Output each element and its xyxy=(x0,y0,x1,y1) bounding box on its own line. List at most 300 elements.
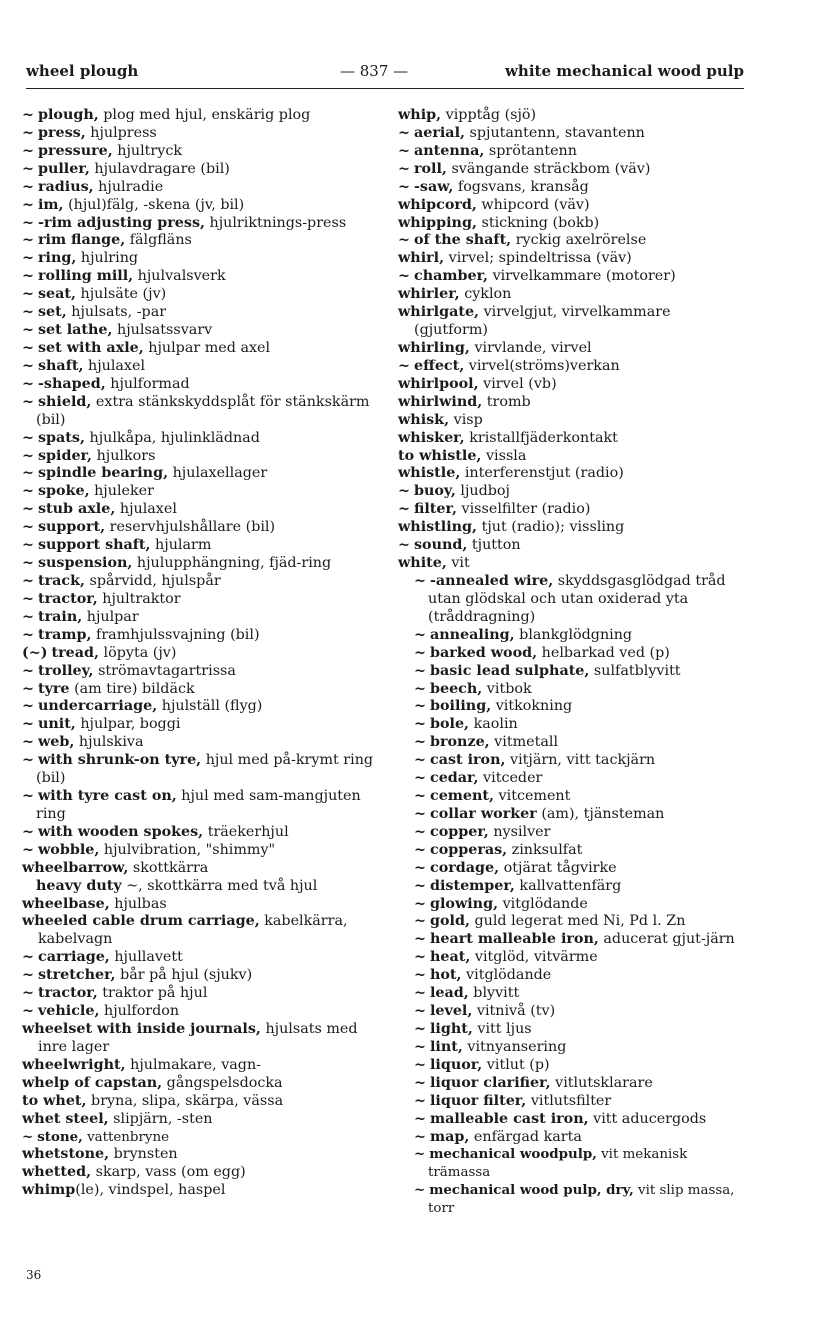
entry-headword: whisk, xyxy=(398,411,450,428)
entry-translation: vitnyansering xyxy=(462,1038,567,1055)
entry-translation: hjulaxellager xyxy=(168,465,268,482)
entry-translation: hjulvibration, "shimmy" xyxy=(99,841,276,858)
dictionary-entry xyxy=(398,860,748,878)
entry-translation: gångspelsdocka xyxy=(162,1074,283,1091)
dictionary-entry xyxy=(398,465,748,483)
entry-translation: hjulmakare, vagn- xyxy=(125,1056,261,1073)
entry-headword: unit, xyxy=(37,716,76,733)
tilde-icon: ~ xyxy=(414,662,426,679)
entry-headword: liquor, xyxy=(429,1056,483,1073)
entry-translation: hjul med på-krymt ring (bil) xyxy=(36,752,374,787)
tilde-icon: ~ xyxy=(414,931,426,948)
entry-translation: enfärgad karta xyxy=(469,1128,582,1145)
tilde-icon: ~ xyxy=(398,357,410,374)
dictionary-entry xyxy=(398,286,748,304)
dictionary-entry xyxy=(398,430,748,448)
footer-signature: 36 xyxy=(26,1268,42,1282)
dictionary-entry xyxy=(398,949,748,967)
entry-headword: suspension, xyxy=(37,555,133,572)
dictionary-entry xyxy=(22,967,374,985)
dictionary-entry xyxy=(398,752,748,770)
tilde-icon: ~ xyxy=(22,142,34,159)
dictionary-entry xyxy=(22,161,374,179)
dictionary-entry xyxy=(398,304,748,340)
dictionary-entry xyxy=(22,627,374,645)
dictionary-entry xyxy=(22,949,374,967)
tilde-icon: ~ xyxy=(414,644,426,661)
entry-translation: (am tire) bildäck xyxy=(69,680,195,697)
entry-translation: hjulpar med axel xyxy=(143,339,271,356)
entry-translation: visp xyxy=(449,411,483,428)
tilde-icon: ~ xyxy=(398,124,410,141)
dictionary-entry xyxy=(22,286,374,304)
entry-translation: guld legerat med Ni, Pd l. Zn xyxy=(469,913,686,930)
entry-translation: hjulkors xyxy=(92,447,156,464)
tilde-icon: ~ xyxy=(22,214,34,231)
entry-headword: whimp xyxy=(22,1182,76,1199)
entry-headword: seat, xyxy=(37,286,76,303)
entry-headword: white, xyxy=(398,555,447,572)
dictionary-entry xyxy=(22,681,374,699)
entry-headword: vehicle, xyxy=(37,1003,100,1020)
entry-headword: puller, xyxy=(37,160,90,177)
entry-headword: filter, xyxy=(413,501,457,518)
entry-translation: vitglöd, vitvärme xyxy=(470,949,598,966)
tilde-icon: ~ xyxy=(22,375,34,392)
entry-translation: träekerhjul xyxy=(203,823,289,840)
tilde-icon: ~ xyxy=(414,823,426,840)
entry-translation: bår på hjul (sjukv) xyxy=(115,967,253,984)
entry-translation: hjultryck xyxy=(112,142,183,159)
entry-translation: visselfilter (radio) xyxy=(456,501,591,518)
entry-headword: whirlwind, xyxy=(398,393,483,410)
dictionary-entry xyxy=(22,125,374,143)
tilde-icon: ~ xyxy=(414,1110,426,1127)
entry-headword: lead, xyxy=(429,985,469,1002)
entry-headword: track, xyxy=(37,572,85,589)
entry-translation: vit xyxy=(446,555,470,572)
entry-translation: hjul med sam-mangjuten ring xyxy=(36,788,361,822)
entry-headword: web, xyxy=(37,734,75,751)
entry-headword: liquor filter, xyxy=(429,1092,527,1109)
entry-translation: hjulvalsverk xyxy=(133,268,226,285)
entry-translation: hjulriktnings-press xyxy=(204,214,347,231)
entry-headword: of the shaft, xyxy=(413,232,512,249)
entry-headword: heat, xyxy=(429,949,471,966)
entry-translation: hjulaxel xyxy=(83,357,146,374)
entry-translation: svängande sträckbom (väv) xyxy=(446,160,651,177)
dictionary-entry xyxy=(398,806,748,824)
entry-headword: spindle bearing, xyxy=(37,465,169,482)
tilde-icon: ~ xyxy=(414,698,426,715)
dictionary-entry xyxy=(22,483,374,501)
entry-translation: vitt ljus xyxy=(472,1021,532,1038)
entry-translation: vitnivå (tv) xyxy=(472,1003,556,1020)
entry-translation: strömavtagartrissa xyxy=(93,662,236,679)
entry-translation: aducerat gjut-järn xyxy=(598,931,735,948)
running-head-left: wheel plough xyxy=(26,62,139,80)
tilde-icon: ~ xyxy=(414,967,426,984)
entry-translation: hjuleker xyxy=(89,483,154,500)
entry-translation: hjulring xyxy=(76,250,139,267)
tilde-icon: ~ xyxy=(22,662,34,679)
entry-translation: hjulaxel xyxy=(115,501,177,518)
entry-headword: to whet, xyxy=(22,1092,87,1109)
entry-headword: plough, xyxy=(37,107,99,123)
entry-headword: distemper, xyxy=(429,877,515,894)
tilde-icon: ~ xyxy=(22,698,34,715)
entry-headword: whetstone, xyxy=(22,1146,110,1163)
dictionary-entry xyxy=(22,663,374,681)
tilde-icon: ~ xyxy=(414,895,426,912)
entry-translation: vitbok xyxy=(482,680,532,697)
entry-translation: interferenstjut (radio) xyxy=(460,465,624,482)
entry-headword: whipcord, xyxy=(398,196,477,213)
entry-headword: whetted, xyxy=(22,1164,92,1181)
dictionary-entry xyxy=(398,931,748,949)
entry-translation: nysilver xyxy=(488,823,551,840)
entry-headword: press, xyxy=(37,124,86,141)
dictionary-entry xyxy=(22,1075,374,1093)
entry-headword: -shaped, xyxy=(37,375,106,392)
entry-headword: spats, xyxy=(37,429,85,446)
entry-translation: sulfatblyvitt xyxy=(589,662,681,679)
entry-translation: vit slip massa, torr xyxy=(428,1183,735,1217)
entry-headword: chamber, xyxy=(413,268,489,285)
dictionary-entry xyxy=(398,842,748,860)
running-head-right: white mechanical wood pulp xyxy=(505,62,744,80)
entry-translation: vitglödande xyxy=(461,967,552,984)
dictionary-entry xyxy=(398,1129,748,1147)
dictionary-entry xyxy=(22,358,374,376)
dictionary-entry xyxy=(398,232,748,250)
entry-headword: malleable cast iron, xyxy=(429,1110,589,1127)
entry-headword: whirling, xyxy=(398,339,470,356)
dictionary-entry xyxy=(398,394,748,412)
dictionary-entry xyxy=(22,1057,374,1075)
dictionary-entry xyxy=(398,197,748,215)
dictionary-entry xyxy=(398,250,748,268)
entry-headword: antenna, xyxy=(413,142,485,159)
entry-headword: cordage, xyxy=(429,859,500,876)
entry-headword: support shaft, xyxy=(37,537,151,554)
entry-translation: kaolin xyxy=(469,716,518,733)
dictionary-entry xyxy=(398,663,748,681)
tilde-icon: ~ xyxy=(398,268,410,285)
entry-translation: spårvidd, hjulspår xyxy=(84,572,221,589)
dictionary-entry xyxy=(398,1146,748,1182)
entry-translation: virvelkammare (motorer) xyxy=(488,268,676,285)
entry-headword: cement, xyxy=(429,788,494,805)
entry-translation: vitlutsfilter xyxy=(526,1092,612,1109)
tilde-icon: ~ xyxy=(22,286,34,303)
entry-headword: whirlgate, xyxy=(398,304,480,321)
dictionary-entry xyxy=(398,448,748,466)
entry-headword: spider, xyxy=(37,447,93,464)
dictionary-entry xyxy=(22,985,374,1003)
entry-headword: set, xyxy=(37,304,67,321)
dictionary-entry xyxy=(398,537,748,555)
entry-headword: tramp, xyxy=(37,626,92,643)
entry-headword: whistling, xyxy=(398,519,478,536)
tilde-icon: ~ xyxy=(22,196,34,213)
entry-headword: undercarriage, xyxy=(37,698,158,715)
tilde-icon: ~ xyxy=(414,1038,426,1055)
tilde-icon: ~ xyxy=(22,339,34,356)
tilde-icon: ~ xyxy=(414,1021,426,1038)
dictionary-entry xyxy=(398,125,748,143)
tilde-icon: ~ xyxy=(22,429,34,446)
dictionary-entry xyxy=(22,268,374,286)
tilde-icon: ~ xyxy=(22,304,34,321)
tilde-icon: ~ xyxy=(414,1182,426,1199)
entry-headword: whirlpool, xyxy=(398,375,479,392)
entry-translation: vitceder xyxy=(478,770,543,787)
dictionary-entry xyxy=(22,376,374,394)
dictionary-entry xyxy=(22,1146,374,1164)
dictionary-entry xyxy=(398,179,748,197)
entry-headword: bole, xyxy=(429,716,470,733)
tilde-icon: ~ xyxy=(22,447,34,464)
dictionary-entry xyxy=(22,215,374,233)
entry-translation: vitlut (p) xyxy=(482,1056,550,1073)
tilde-icon: ~ xyxy=(398,142,410,159)
dictionary-entry xyxy=(398,878,748,896)
entry-headword: beech, xyxy=(429,680,483,697)
entry-headword: stub axle, xyxy=(37,501,116,518)
entry-headword: heart malleable iron, xyxy=(429,931,599,948)
dictionary-entry xyxy=(22,1164,374,1182)
entry-translation: framhjulssvajning (bil) xyxy=(91,626,260,643)
entry-translation: vitkokning xyxy=(491,698,573,715)
entry-translation: hjulställ (flyg) xyxy=(157,698,263,715)
entry-translation: kristallfjäderkontakt xyxy=(464,429,618,446)
entry-translation: hjullavett xyxy=(109,949,183,966)
entry-translation: plog med hjul, enskärig plog xyxy=(98,107,311,123)
entry-headword: sound, xyxy=(413,537,468,554)
entry-headword: tractor, xyxy=(37,590,98,607)
entry-headword: buoy, xyxy=(413,483,456,500)
tilde-icon: ~ xyxy=(398,483,410,500)
entry-translation: hjulupphängning, fjäd-ring xyxy=(132,555,332,572)
dictionary-entry xyxy=(22,519,374,537)
dictionary-entry xyxy=(22,573,374,591)
dictionary-entry xyxy=(398,161,748,179)
entry-headword: rim flange, xyxy=(37,232,126,249)
entry-translation: blyvitt xyxy=(468,985,520,1002)
dictionary-entry xyxy=(398,627,748,645)
entry-translation: extra stänkskyddsplåt för stänkskärm (bil) xyxy=(36,393,370,428)
entry-headword: effect, xyxy=(413,357,465,374)
entry-headword: whisker, xyxy=(398,429,465,446)
tilde-icon: ~ xyxy=(22,322,34,339)
entry-headword: wheelset with inside journals, xyxy=(22,1021,261,1038)
dictionary-entry xyxy=(22,322,374,340)
tilde-icon: ~ xyxy=(22,250,34,267)
page-number: — 837 — xyxy=(340,62,409,80)
tilde-icon: ~ xyxy=(414,770,426,787)
tilde-icon: ~ xyxy=(22,483,34,500)
entry-headword: wheelbarrow, xyxy=(22,859,129,876)
entry-translation: vattenbryne xyxy=(82,1129,170,1145)
dictionary-entry xyxy=(398,1039,748,1057)
entry-headword: radius, xyxy=(37,178,94,195)
tilde-icon: ~ xyxy=(398,232,410,249)
entry-translation: hjulradie xyxy=(93,178,164,195)
entry-translation: hjulfordon xyxy=(99,1003,180,1020)
entry-translation: hjularm xyxy=(150,537,212,554)
entry-translation: traktor på hjul xyxy=(97,985,208,1002)
dictionary-entry xyxy=(398,1182,748,1218)
dictionary-entry xyxy=(22,394,374,430)
tilde-icon: ~ xyxy=(22,716,34,733)
entry-translation: hjultraktor xyxy=(97,590,181,607)
dictionary-entry xyxy=(398,1057,748,1075)
entry-translation: hjulpress xyxy=(85,124,157,141)
entry-headword: gold, xyxy=(429,913,470,930)
entry-headword: ring, xyxy=(37,250,77,267)
tilde-icon: ~ xyxy=(22,680,34,697)
entry-headword: light, xyxy=(429,1021,473,1038)
tilde-icon: ~ xyxy=(22,393,34,410)
tilde-icon: ~ xyxy=(414,1092,426,1109)
dictionary-entry xyxy=(22,250,374,268)
entry-headword: wobble, xyxy=(37,841,100,858)
entry-translation: vitt aducergods xyxy=(588,1110,707,1127)
entry-translation: blankglödgning xyxy=(514,626,633,643)
entry-translation: hjulpar, boggi xyxy=(75,716,181,733)
entry-headword: with wooden spokes, xyxy=(37,823,204,840)
dictionary-entry xyxy=(398,1093,748,1111)
tilde-icon: ~ xyxy=(22,841,34,858)
tilde-icon: ~ xyxy=(414,913,426,930)
tilde-icon: ~ xyxy=(22,107,34,123)
dictionary-entry xyxy=(398,483,748,501)
entry-headword: cast iron, xyxy=(429,752,506,769)
tilde-icon: ~ xyxy=(22,501,34,518)
entry-translation: hjulformad xyxy=(105,375,190,392)
dictionary-entry xyxy=(22,340,374,358)
dictionary-entry xyxy=(398,1003,748,1021)
entry-headword: set with axle, xyxy=(37,339,144,356)
entry-headword: im, xyxy=(37,196,64,213)
tilde-icon: ~ xyxy=(22,465,34,482)
entry-headword: whirler, xyxy=(398,286,460,303)
entry-translation: hjulpar xyxy=(82,608,139,625)
dictionary-entry xyxy=(22,179,374,197)
entry-headword: heavy duty xyxy=(36,877,122,894)
dictionary-entry xyxy=(398,358,748,376)
dictionary-entry xyxy=(22,860,374,878)
entry-headword: aerial, xyxy=(413,124,465,141)
entry-headword: wheelwright, xyxy=(22,1056,126,1073)
tilde-icon: ~ xyxy=(414,1074,426,1091)
entry-translation: vitjärn, vitt tackjärn xyxy=(505,752,656,769)
entry-translation: skyddsgasglödgad tråd utan glödskal och utan oxiderad yta (tråddragning) xyxy=(428,572,726,625)
entry-headword: wheelbase, xyxy=(22,895,110,912)
left-column xyxy=(22,107,374,1200)
dictionary-entry xyxy=(22,896,374,914)
tilde-icon: ~ xyxy=(22,124,34,141)
dictionary-entry xyxy=(22,304,374,322)
entry-headword: level, xyxy=(429,1003,473,1020)
dictionary-entry xyxy=(398,107,748,125)
dictionary-entry xyxy=(398,268,748,286)
entry-headword: with tyre cast on, xyxy=(37,788,177,805)
entry-headword: whet steel, xyxy=(22,1110,109,1127)
tilde-icon: ~ xyxy=(22,232,34,249)
entry-translation: otjärat tågvirke xyxy=(499,859,617,876)
entry-translation: zinksulfat xyxy=(507,841,583,858)
dictionary-entry xyxy=(22,555,374,573)
entry-headword: shield, xyxy=(37,393,92,410)
entry-headword: with shrunk-on tyre, xyxy=(37,752,202,769)
dictionary-entry xyxy=(22,645,374,663)
dictionary-entry xyxy=(22,609,374,627)
entry-translation: hjulbas xyxy=(109,895,167,912)
tilde-icon: ~ xyxy=(414,805,426,822)
entry-headword: liquor clarifier, xyxy=(429,1074,551,1091)
entry-translation: sprötantenn xyxy=(484,142,577,159)
dictionary-entry xyxy=(398,143,748,161)
tilde-icon: ~ xyxy=(414,626,426,643)
entry-headword: collar worker xyxy=(429,805,537,822)
entry-translation: hjulkåpa, hjulinklädnad xyxy=(84,429,260,446)
tilde-icon: ~ xyxy=(22,626,34,643)
entry-translation: vipptåg (sjö) xyxy=(441,107,537,123)
entry-headword: -rim adjusting press, xyxy=(37,214,205,231)
dictionary-entry xyxy=(398,913,748,931)
dictionary-entry xyxy=(22,734,374,752)
header-rule xyxy=(26,88,744,89)
entry-translation: hjulavdragare (bil) xyxy=(89,160,230,177)
dictionary-entry xyxy=(22,913,374,949)
dictionary-entry xyxy=(22,698,374,716)
tilde-icon: ~ xyxy=(414,752,426,769)
right-column xyxy=(398,107,748,1218)
entry-headword: map, xyxy=(429,1128,470,1145)
entry-translation: skottkärra xyxy=(128,859,209,876)
tilde-icon: ~ xyxy=(22,519,34,536)
entry-headword: whistle, xyxy=(398,465,461,482)
entry-translation: slipjärn, -sten xyxy=(108,1110,213,1127)
tilde-icon: ~ xyxy=(414,841,426,858)
tilde-icon: ~ xyxy=(22,985,34,1002)
entry-headword: trolley, xyxy=(37,662,94,679)
entry-headword: whipping, xyxy=(398,214,477,231)
entry-translation: löpyta (jv) xyxy=(99,644,177,661)
dictionary-entry xyxy=(398,896,748,914)
tilde-icon: ~ xyxy=(398,160,410,177)
dictionary-entry xyxy=(398,555,748,573)
tilde-icon: ~ xyxy=(22,160,34,177)
dictionary-entry xyxy=(398,645,748,663)
entry-headword: roll, xyxy=(413,160,447,177)
dictionary-entry xyxy=(398,681,748,699)
entry-headword: spoke, xyxy=(37,483,90,500)
entry-headword: -annealed wire, xyxy=(429,572,554,589)
entry-headword: shaft, xyxy=(37,357,84,374)
dictionary-entry xyxy=(22,1003,374,1021)
tilde-icon: ~ xyxy=(414,734,426,751)
tilde-icon: ~ xyxy=(22,590,34,607)
tilde-icon: ~ xyxy=(22,1003,34,1020)
entry-headword: hot, xyxy=(429,967,462,984)
entry-translation: tromb xyxy=(482,393,531,410)
entry-headword: lint, xyxy=(429,1038,463,1055)
tilde-icon: ~ xyxy=(414,949,426,966)
tilde-icon: ~ xyxy=(398,537,410,554)
